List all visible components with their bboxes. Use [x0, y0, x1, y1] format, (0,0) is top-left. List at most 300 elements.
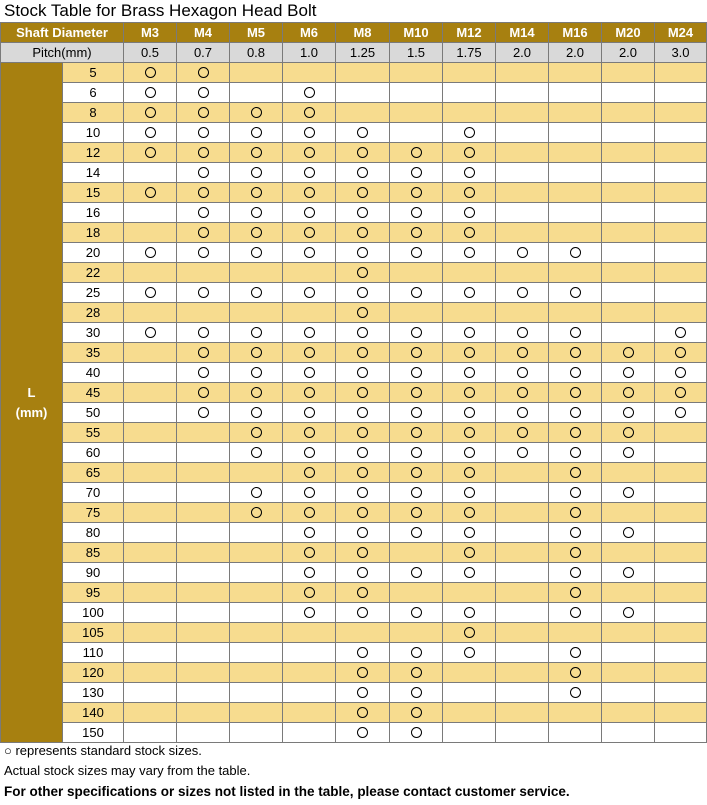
stock-cell — [443, 623, 496, 643]
stock-circle-icon — [411, 687, 422, 698]
stock-circle-icon — [464, 207, 475, 218]
stock-cell — [177, 723, 230, 743]
stock-cell — [655, 103, 707, 123]
diameter-header: M24 — [655, 23, 707, 43]
stock-cell — [336, 303, 390, 323]
length-value: 100 — [63, 603, 124, 623]
stock-cell — [124, 423, 177, 443]
stock-cell — [283, 503, 336, 523]
stock-cell — [177, 303, 230, 323]
length-axis-label — [1, 63, 63, 743]
stock-cell — [443, 643, 496, 663]
length-value: 75 — [63, 503, 124, 523]
stock-cell — [230, 63, 283, 83]
stock-cell — [443, 183, 496, 203]
stock-circle-icon — [304, 427, 315, 438]
pitch-value: 2.0 — [549, 43, 602, 63]
diameter-header: M5 — [230, 23, 283, 43]
stock-cell — [230, 183, 283, 203]
stock-cell — [336, 223, 390, 243]
stock-cell — [496, 543, 549, 563]
length-value: 120 — [63, 663, 124, 683]
stock-cell — [443, 563, 496, 583]
stock-circle-icon — [675, 387, 686, 398]
stock-circle-icon — [464, 647, 475, 658]
stock-cell — [336, 703, 390, 723]
pitch-value: 3.0 — [655, 43, 707, 63]
stock-circle-icon — [251, 327, 262, 338]
table-row — [1, 163, 707, 183]
stock-circle-icon — [570, 447, 581, 458]
stock-cell — [283, 703, 336, 723]
stock-cell — [602, 423, 655, 443]
stock-cell — [496, 583, 549, 603]
stock-cell — [390, 463, 443, 483]
stock-cell — [283, 443, 336, 463]
stock-circle-icon — [570, 247, 581, 258]
stock-cell — [336, 403, 390, 423]
table-row — [1, 83, 707, 103]
stock-cell — [602, 383, 655, 403]
stock-cell — [177, 223, 230, 243]
stock-cell — [124, 343, 177, 363]
stock-cell — [124, 463, 177, 483]
stock-circle-icon — [357, 587, 368, 598]
stock-cell — [602, 443, 655, 463]
stock-cell — [336, 63, 390, 83]
stock-cell — [283, 303, 336, 323]
stock-cell — [549, 483, 602, 503]
stock-cell — [549, 103, 602, 123]
stock-cell — [124, 643, 177, 663]
stock-circle-icon — [145, 127, 156, 138]
stock-cell — [443, 203, 496, 223]
stock-circle-icon — [357, 207, 368, 218]
stock-circle-icon — [464, 607, 475, 618]
stock-cell — [177, 663, 230, 683]
stock-cell — [390, 323, 443, 343]
length-unit: (mm) — [15, 404, 48, 420]
stock-circle-icon — [411, 327, 422, 338]
stock-circle-icon — [198, 167, 209, 178]
stock-cell — [124, 703, 177, 723]
stock-cell — [496, 163, 549, 183]
stock-cell — [655, 63, 707, 83]
stock-cell — [336, 103, 390, 123]
stock-cell — [655, 683, 707, 703]
stock-cell — [496, 123, 549, 143]
stock-table — [0, 22, 707, 743]
stock-cell — [230, 203, 283, 223]
table-row — [1, 63, 707, 83]
stock-cell — [124, 503, 177, 523]
stock-cell — [549, 403, 602, 423]
stock-cell — [336, 203, 390, 223]
stock-circle-icon — [304, 467, 315, 478]
length-value: 45 — [63, 383, 124, 403]
stock-cell — [496, 63, 549, 83]
stock-cell — [390, 263, 443, 283]
stock-circle-icon — [464, 347, 475, 358]
table-row — [1, 683, 707, 703]
stock-circle-icon — [304, 107, 315, 118]
stock-cell — [496, 303, 549, 323]
stock-circle-icon — [464, 367, 475, 378]
stock-cell — [496, 203, 549, 223]
table-row — [1, 643, 707, 663]
stock-cell — [602, 543, 655, 563]
page-title: Stock Table for Brass Hexagon Head Bolt — [4, 1, 317, 20]
stock-cell — [124, 103, 177, 123]
stock-circle-icon — [251, 107, 262, 118]
stock-cell — [549, 663, 602, 683]
stock-circle-icon — [517, 347, 528, 358]
stock-cell — [443, 683, 496, 703]
stock-cell — [602, 163, 655, 183]
stock-cell — [283, 483, 336, 503]
stock-circle-icon — [251, 487, 262, 498]
stock-circle-icon — [464, 387, 475, 398]
stock-cell — [496, 183, 549, 203]
stock-cell — [336, 183, 390, 203]
table-row — [1, 463, 707, 483]
stock-cell — [549, 583, 602, 603]
stock-cell — [124, 303, 177, 323]
stock-cell — [655, 603, 707, 623]
stock-cell — [124, 323, 177, 343]
stock-circle-icon — [198, 367, 209, 378]
stock-circle-icon — [623, 527, 634, 538]
stock-cell — [230, 463, 283, 483]
stock-cell — [177, 203, 230, 223]
stock-cell — [177, 383, 230, 403]
length-value: 25 — [63, 283, 124, 303]
stock-cell — [230, 143, 283, 163]
stock-cell — [177, 583, 230, 603]
table-row — [1, 283, 707, 303]
stock-cell — [124, 163, 177, 183]
stock-cell — [177, 623, 230, 643]
stock-cell — [602, 403, 655, 423]
stock-cell — [336, 483, 390, 503]
stock-cell — [230, 623, 283, 643]
stock-cell — [230, 663, 283, 683]
stock-cell — [177, 403, 230, 423]
length-label: L — [27, 384, 36, 400]
stock-cell — [602, 463, 655, 483]
stock-cell — [443, 383, 496, 403]
stock-cell — [283, 203, 336, 223]
diameter-header: M6 — [283, 23, 336, 43]
stock-cell — [336, 343, 390, 363]
stock-cell — [283, 223, 336, 243]
stock-cell — [177, 263, 230, 283]
stock-cell — [443, 423, 496, 443]
stock-cell — [549, 63, 602, 83]
stock-cell — [655, 123, 707, 143]
stock-cell — [177, 443, 230, 463]
stock-cell — [602, 263, 655, 283]
stock-cell — [124, 123, 177, 143]
stock-circle-icon — [357, 267, 368, 278]
stock-cell — [496, 643, 549, 663]
pitch-value: 1.0 — [283, 43, 336, 63]
stock-cell — [390, 163, 443, 183]
stock-circle-icon — [357, 467, 368, 478]
stock-cell — [124, 623, 177, 643]
stock-circle-icon — [357, 527, 368, 538]
stock-circle-icon — [357, 287, 368, 298]
length-value: 15 — [63, 183, 124, 203]
stock-cell — [496, 523, 549, 543]
stock-cell — [177, 343, 230, 363]
stock-cell — [496, 383, 549, 403]
stock-cell — [549, 703, 602, 723]
stock-cell — [390, 363, 443, 383]
stock-circle-icon — [357, 707, 368, 718]
stock-cell — [390, 83, 443, 103]
stock-cell — [177, 143, 230, 163]
stock-cell — [549, 543, 602, 563]
stock-circle-icon — [570, 647, 581, 658]
stock-cell — [549, 223, 602, 243]
stock-circle-icon — [517, 407, 528, 418]
length-value: 50 — [63, 403, 124, 423]
stock-cell — [496, 483, 549, 503]
stock-cell — [230, 583, 283, 603]
diameter-header: M3 — [124, 23, 177, 43]
stock-circle-icon — [517, 327, 528, 338]
stock-cell — [390, 143, 443, 163]
stock-cell — [124, 663, 177, 683]
stock-cell — [177, 683, 230, 703]
stock-cell — [283, 63, 336, 83]
stock-cell — [336, 663, 390, 683]
stock-circle-icon — [675, 327, 686, 338]
stock-circle-icon — [304, 607, 315, 618]
stock-circle-icon — [570, 407, 581, 418]
stock-cell — [655, 643, 707, 663]
stock-circle-icon — [357, 667, 368, 678]
stock-circle-icon — [251, 447, 262, 458]
stock-cell — [230, 243, 283, 263]
stock-cell — [336, 643, 390, 663]
stock-circle-icon — [357, 427, 368, 438]
stock-cell — [443, 363, 496, 383]
length-value: 5 — [63, 63, 124, 83]
stock-cell — [124, 283, 177, 303]
stock-circle-icon — [357, 447, 368, 458]
table-row — [1, 423, 707, 443]
stock-circle-icon — [464, 447, 475, 458]
stock-circle-icon — [675, 407, 686, 418]
stock-cell — [283, 243, 336, 263]
stock-cell — [655, 263, 707, 283]
stock-cell — [602, 683, 655, 703]
stock-cell — [230, 363, 283, 383]
stock-cell — [336, 143, 390, 163]
stock-cell — [230, 503, 283, 523]
stock-circle-icon — [464, 567, 475, 578]
length-value: 30 — [63, 323, 124, 343]
diameter-header: M8 — [336, 23, 390, 43]
stock-cell — [390, 103, 443, 123]
stock-cell — [443, 523, 496, 543]
diameter-header: M14 — [496, 23, 549, 43]
stock-cell — [602, 343, 655, 363]
stock-cell — [230, 603, 283, 623]
stock-circle-icon — [464, 407, 475, 418]
stock-cell — [230, 723, 283, 743]
stock-cell — [230, 323, 283, 343]
stock-cell — [602, 243, 655, 263]
table-row — [1, 723, 707, 743]
stock-cell — [655, 243, 707, 263]
stock-cell — [390, 423, 443, 443]
stock-cell — [124, 583, 177, 603]
stock-cell — [177, 503, 230, 523]
stock-circle-icon — [464, 127, 475, 138]
stock-cell — [549, 163, 602, 183]
stock-cell — [336, 463, 390, 483]
table-row — [1, 143, 707, 163]
stock-circle-icon — [570, 687, 581, 698]
stock-cell — [390, 563, 443, 583]
stock-cell — [336, 563, 390, 583]
stock-circle-icon — [304, 447, 315, 458]
table-row — [1, 623, 707, 643]
stock-circle-icon — [411, 247, 422, 258]
stock-cell — [443, 703, 496, 723]
stock-circle-icon — [570, 667, 581, 678]
stock-circle-icon — [411, 387, 422, 398]
stock-cell — [390, 303, 443, 323]
length-value: 60 — [63, 443, 124, 463]
stock-cell — [283, 163, 336, 183]
stock-cell — [443, 123, 496, 143]
stock-cell — [549, 383, 602, 403]
length-value: 22 — [63, 263, 124, 283]
stock-cell — [549, 143, 602, 163]
stock-cell — [230, 523, 283, 543]
stock-cell — [602, 283, 655, 303]
stock-cell — [655, 303, 707, 323]
stock-circle-icon — [570, 527, 581, 538]
stock-cell — [549, 323, 602, 343]
stock-cell — [230, 303, 283, 323]
stock-circle-icon — [251, 347, 262, 358]
table-row — [1, 523, 707, 543]
stock-cell — [283, 143, 336, 163]
stock-circle-icon — [357, 247, 368, 258]
stock-cell — [496, 443, 549, 463]
stock-cell — [336, 323, 390, 343]
stock-cell — [443, 543, 496, 563]
stock-cell — [443, 283, 496, 303]
stock-cell — [124, 83, 177, 103]
stock-circle-icon — [570, 287, 581, 298]
stock-cell — [655, 183, 707, 203]
stock-circle-icon — [464, 167, 475, 178]
stock-cell — [283, 123, 336, 143]
pitch-value: 2.0 — [496, 43, 549, 63]
stock-circle-icon — [304, 227, 315, 238]
stock-cell — [124, 363, 177, 383]
stock-cell — [602, 663, 655, 683]
stock-cell — [283, 543, 336, 563]
length-value: 105 — [63, 623, 124, 643]
table-row — [1, 103, 707, 123]
stock-cell — [390, 283, 443, 303]
length-value: 18 — [63, 223, 124, 243]
stock-circle-icon — [198, 107, 209, 118]
pitch-label: Pitch(mm) — [1, 43, 124, 63]
stock-circle-icon — [357, 567, 368, 578]
stock-cell — [549, 723, 602, 743]
note-variation: Actual stock sizes may vary from the table. — [4, 763, 251, 778]
stock-circle-icon — [304, 527, 315, 538]
stock-circle-icon — [304, 507, 315, 518]
stock-cell — [602, 143, 655, 163]
stock-cell — [336, 523, 390, 543]
stock-cell — [336, 503, 390, 523]
stock-circle-icon — [304, 327, 315, 338]
stock-cell — [177, 63, 230, 83]
stock-cell — [496, 343, 549, 363]
stock-cell — [177, 703, 230, 723]
stock-circle-icon — [198, 327, 209, 338]
stock-cell — [283, 283, 336, 303]
stock-cell — [443, 323, 496, 343]
stock-cell — [230, 383, 283, 403]
stock-circle-icon — [623, 447, 634, 458]
stock-circle-icon — [145, 247, 156, 258]
stock-circle-icon — [198, 247, 209, 258]
stock-cell — [655, 283, 707, 303]
stock-cell — [549, 503, 602, 523]
stock-cell — [496, 223, 549, 243]
stock-cell — [177, 103, 230, 123]
length-value: 80 — [63, 523, 124, 543]
pitch-value: 0.7 — [177, 43, 230, 63]
stock-circle-icon — [251, 287, 262, 298]
stock-cell — [390, 63, 443, 83]
table-row — [1, 343, 707, 363]
stock-cell — [283, 623, 336, 643]
stock-cell — [177, 83, 230, 103]
stock-cell — [602, 363, 655, 383]
stock-cell — [390, 583, 443, 603]
stock-cell — [655, 623, 707, 643]
stock-circle-icon — [357, 187, 368, 198]
stock-circle-icon — [304, 487, 315, 498]
stock-circle-icon — [517, 447, 528, 458]
stock-cell — [283, 423, 336, 443]
stock-circle-icon — [251, 127, 262, 138]
stock-cell — [496, 283, 549, 303]
stock-cell — [443, 503, 496, 523]
stock-cell — [124, 543, 177, 563]
stock-circle-icon — [570, 607, 581, 618]
stock-cell — [177, 483, 230, 503]
stock-circle-icon — [198, 147, 209, 158]
table-row — [1, 483, 707, 503]
stock-cell — [655, 503, 707, 523]
stock-cell — [283, 263, 336, 283]
diameter-header: M16 — [549, 23, 602, 43]
stock-cell — [336, 423, 390, 443]
stock-cell — [549, 343, 602, 363]
